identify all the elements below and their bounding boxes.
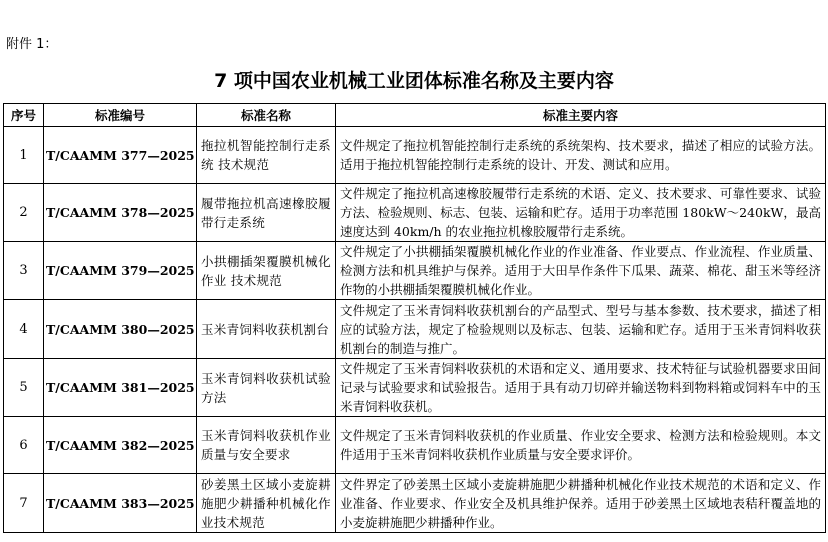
row-no: 6: [4, 417, 44, 474]
row-name: 砂姜黑土区域小麦旋耕施肥少耕播种机械化作业技术规范: [197, 474, 336, 533]
row-no: 1: [4, 127, 44, 184]
row-name: 拖拉机智能控制行走系统 技术规范: [197, 127, 336, 184]
document-title: 7 项中国农业机械工业团体标准名称及主要内容: [214, 70, 614, 92]
header-content: 标准主要内容: [336, 104, 826, 127]
row-code: T/CAAMM 381—2025: [44, 359, 197, 417]
row-code: T/CAAMM 382—2025: [44, 417, 197, 474]
row-code: T/CAAMM 379—2025: [44, 242, 197, 300]
standards-table: [3, 103, 826, 533]
row-desc: 文件规定了玉米青饲料收获机割台的产品型式、型号与基本参数、技术要求，描述了相应的试验方法，规定了检验规则以及标志、包装、运输和贮存。适用于玉米青饲料收获机割台的制造与推广。: [336, 300, 826, 359]
row-desc: 文件界定了砂姜黑土区域小麦旋耕施肥少耕播种机械化作业技术规范的术语和定义、作业准备、作业要求、作业安全及机具维护保养。适用于砂姜黑土区域地表秸秆覆盖地的小麦旋耕施肥少耕播种作业。: [336, 474, 826, 533]
table-row: [4, 127, 826, 184]
row-name: 履带拖拉机高速橡胶履带行走系统: [197, 184, 336, 242]
row-name: 玉米青饲料收获机作业质量与安全要求: [197, 417, 336, 474]
row-desc: 文件规定了玉米青饲料收获机的术语和定义、通用要求、技术特征与试验机器要求田间记录与试验要求和试验报告。适用于具有动刀切碎并输送物料到物料箱或饲料车中的玉米青饲料收获机。: [336, 359, 826, 417]
header-code: 标准编号: [44, 104, 197, 127]
row-desc: 文件规定了小拱棚插架覆膜机械化作业的作业准备、作业要点、作业流程、作业质量、检测方法和机具维护与保养。适用于大田旱作条件下瓜果、蔬菜、棉花、甜玉米等经济作物的小拱棚插架覆膜机械化作业。: [336, 242, 826, 300]
row-name: 玉米青饲料收获机试验方法: [197, 359, 336, 417]
table-row: [4, 417, 826, 474]
annex-label: 附件 1：: [6, 37, 58, 52]
row-no: 5: [4, 359, 44, 417]
table-row: [4, 184, 826, 242]
table-row: [4, 359, 826, 417]
table-row: [4, 242, 826, 300]
row-no: 4: [4, 300, 44, 359]
row-name: 小拱棚插架覆膜机械化作业 技术规范: [197, 242, 336, 300]
table-row: [4, 474, 826, 533]
row-desc: 文件规定了拖拉机高速橡胶履带行走系统的术语、定义、技术要求、可靠性要求、试验方法、检验规则、标志、包装、运输和贮存。适用于功率范围 180kW～240kW，最高速度达到 40km/h 的农业拖拉机橡胶履带行走系统。: [336, 184, 826, 242]
header-no: 序号: [4, 104, 44, 127]
table-header-row: [4, 104, 826, 127]
row-code: T/CAAMM 378—2025: [44, 184, 197, 242]
row-no: 7: [4, 474, 44, 533]
row-no: 2: [4, 184, 44, 242]
row-no: 3: [4, 242, 44, 300]
row-desc: 文件规定了玉米青饲料收获机的作业质量、作业安全要求、检测方法和检验规则。本文件适用于玉米青饲料收获机作业质量与安全要求评价。: [336, 417, 826, 474]
row-code: T/CAAMM 380—2025: [44, 300, 197, 359]
header-name: 标准名称: [197, 104, 336, 127]
row-desc: 文件规定了拖拉机智能控制行走系统的系统架构、技术要求，描述了相应的试验方法。适用于拖拉机智能控制行走系统的设计、开发、测试和应用。: [336, 127, 826, 184]
table-row: [4, 300, 826, 359]
row-code: T/CAAMM 383—2025: [44, 474, 197, 533]
row-name: 玉米青饲料收获机割台: [197, 300, 336, 359]
row-code: T/CAAMM 377—2025: [44, 127, 197, 184]
